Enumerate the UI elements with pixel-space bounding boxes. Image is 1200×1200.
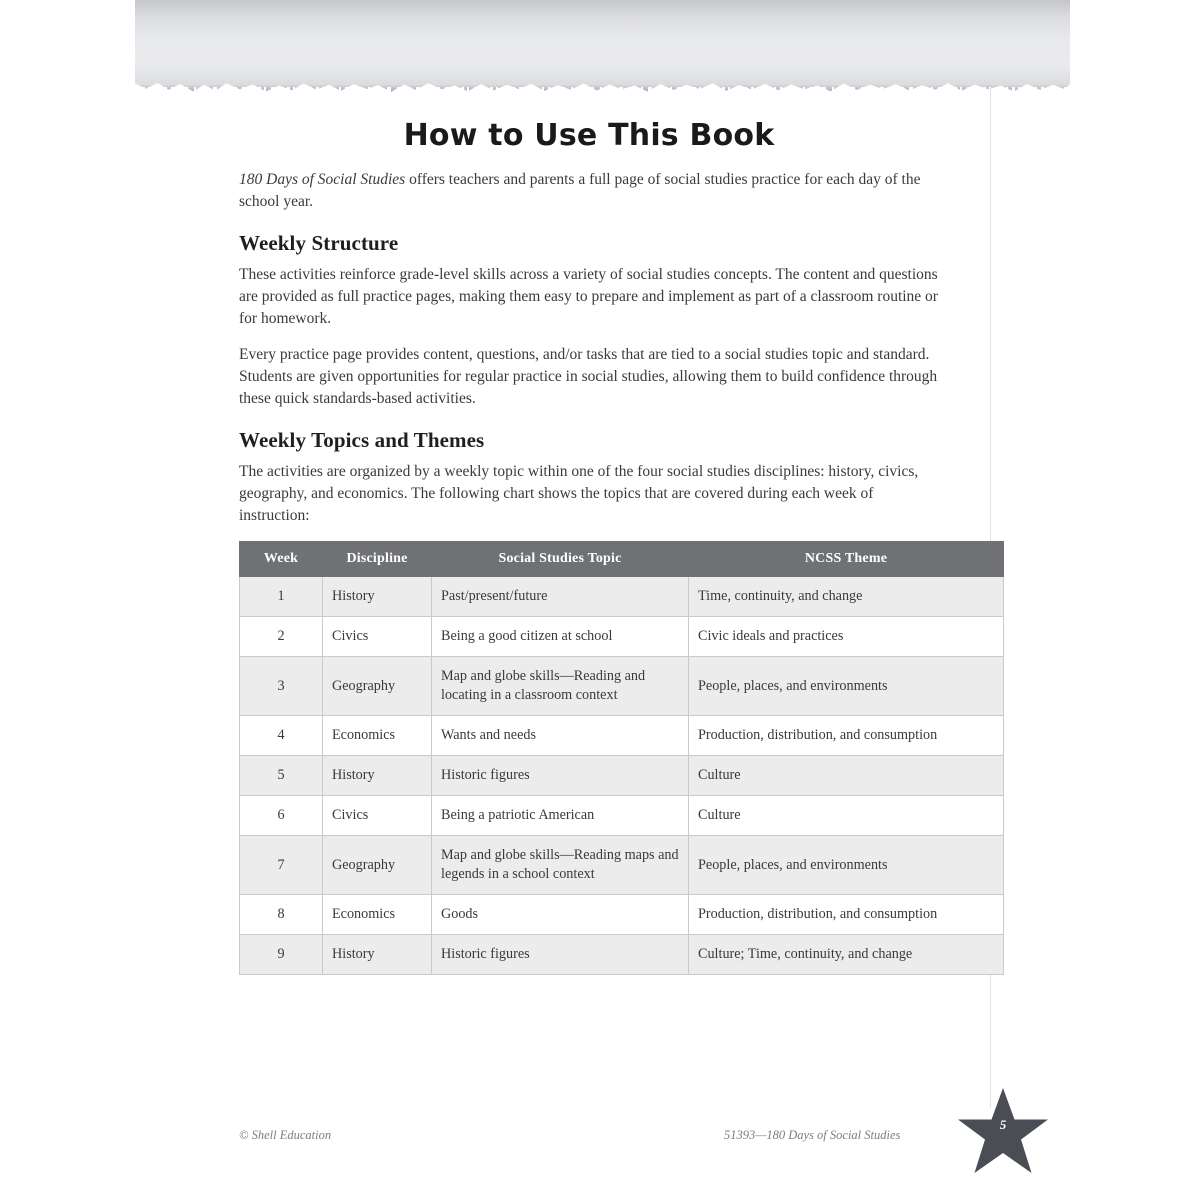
weekly-structure-paragraph-1: These activities reinforce grade-level skills across a variety of social studies concepts. The content and questions are provided as full practice pages, making them easy to prepare and implement as part of a classroom routine or for homework. [239,266,938,327]
table-row [240,577,1004,617]
cell-theme: Time, continuity, and change [689,577,1004,617]
cell-discipline: Economics [323,895,432,935]
section-heading-weekly-topics-and-themes: Weekly Topics and Themes [239,428,485,452]
cell-discipline: Civics [323,617,432,657]
footer-book-reference: 51393—180 Days of Social Studies [724,1128,901,1142]
page-footer [239,1128,939,1150]
cell-topic: Being a good citizen at school [432,617,689,657]
cell-discipline: Geography [323,836,432,895]
cell-week: 4 [240,716,323,756]
cell-discipline: History [323,756,432,796]
table-row [240,836,1004,895]
table-row [240,617,1004,657]
cell-topic: Map and globe skills—Reading and locating in a classroom context [432,657,689,716]
cell-theme: Civic ideals and practices [689,617,1004,657]
cell-week: 1 [240,577,323,617]
cell-topic: Historic figures [432,935,689,975]
cell-theme: Production, distribution, and consumption [689,716,1004,756]
weekly-topics-table [239,541,1004,975]
cell-theme: Culture; Time, continuity, and change [689,935,1004,975]
intro-book-title: 180 Days of Social Studies [239,171,406,188]
cell-theme: Culture [689,796,1004,836]
cell-topic: Historic figures [432,756,689,796]
page-content [239,118,939,975]
weekly-topics-paragraph-1: The activities are organized by a weekly topic within one of the four social studies disciplines: history, civics, geography, and economics. The following chart shows the topics that are covered during each week of instruction: [239,463,919,524]
column-header-discipline: Discipline [323,542,432,577]
cell-theme: People, places, and environments [689,657,1004,716]
cell-topic: Being a patriotic American [432,796,689,836]
cell-week: 6 [240,796,323,836]
table-row [240,657,1004,716]
cell-theme: People, places, and environments [689,836,1004,895]
cell-discipline: Geography [323,657,432,716]
page-title: How to Use This Book [403,118,775,153]
footer-copyright: © Shell Education [239,1128,332,1142]
column-header-theme: NCSS Theme [689,542,1004,577]
table-body [240,577,1004,975]
cell-week: 9 [240,935,323,975]
torn-paper-top-edge [135,0,1070,92]
cell-theme: Production, distribution, and consumption [689,895,1004,935]
cell-week: 5 [240,756,323,796]
cell-week: 2 [240,617,323,657]
cell-topic: Map and globe skills—Reading maps and legends in a school context [432,836,689,895]
cell-week: 8 [240,895,323,935]
table-row [240,756,1004,796]
cell-topic: Goods [432,895,689,935]
table-header-row [240,542,1004,577]
weekly-structure-paragraph-2: Every practice page provides content, questions, and/or tasks that are tied to a social studies topic and standard. Students are given opportunities for regular practice in social studies, allowing them to build confidence through these quick standards-based activities. [239,346,938,407]
page-number: 5 [999,1117,1007,1132]
cell-discipline: History [323,577,432,617]
table-row [240,796,1004,836]
intro-rest: offers teachers and parents a full page of social studies practice for each day of the school year. [239,171,921,210]
table-header [240,542,1004,577]
intro-paragraph [239,169,939,213]
cell-topic: Past/present/future [432,577,689,617]
table-row [240,895,1004,935]
cell-discipline: History [323,935,432,975]
section-heading-weekly-structure: Weekly Structure [239,231,399,255]
cell-week: 7 [240,836,323,895]
cell-discipline: Civics [323,796,432,836]
cell-theme: Culture [689,756,1004,796]
column-header-topic: Social Studies Topic [432,542,689,577]
table-row [240,716,1004,756]
column-header-week: Week [240,542,323,577]
table-row [240,935,1004,975]
cell-topic: Wants and needs [432,716,689,756]
cell-discipline: Economics [323,716,432,756]
page-number-star-badge [955,1083,1051,1179]
cell-week: 3 [240,657,323,716]
